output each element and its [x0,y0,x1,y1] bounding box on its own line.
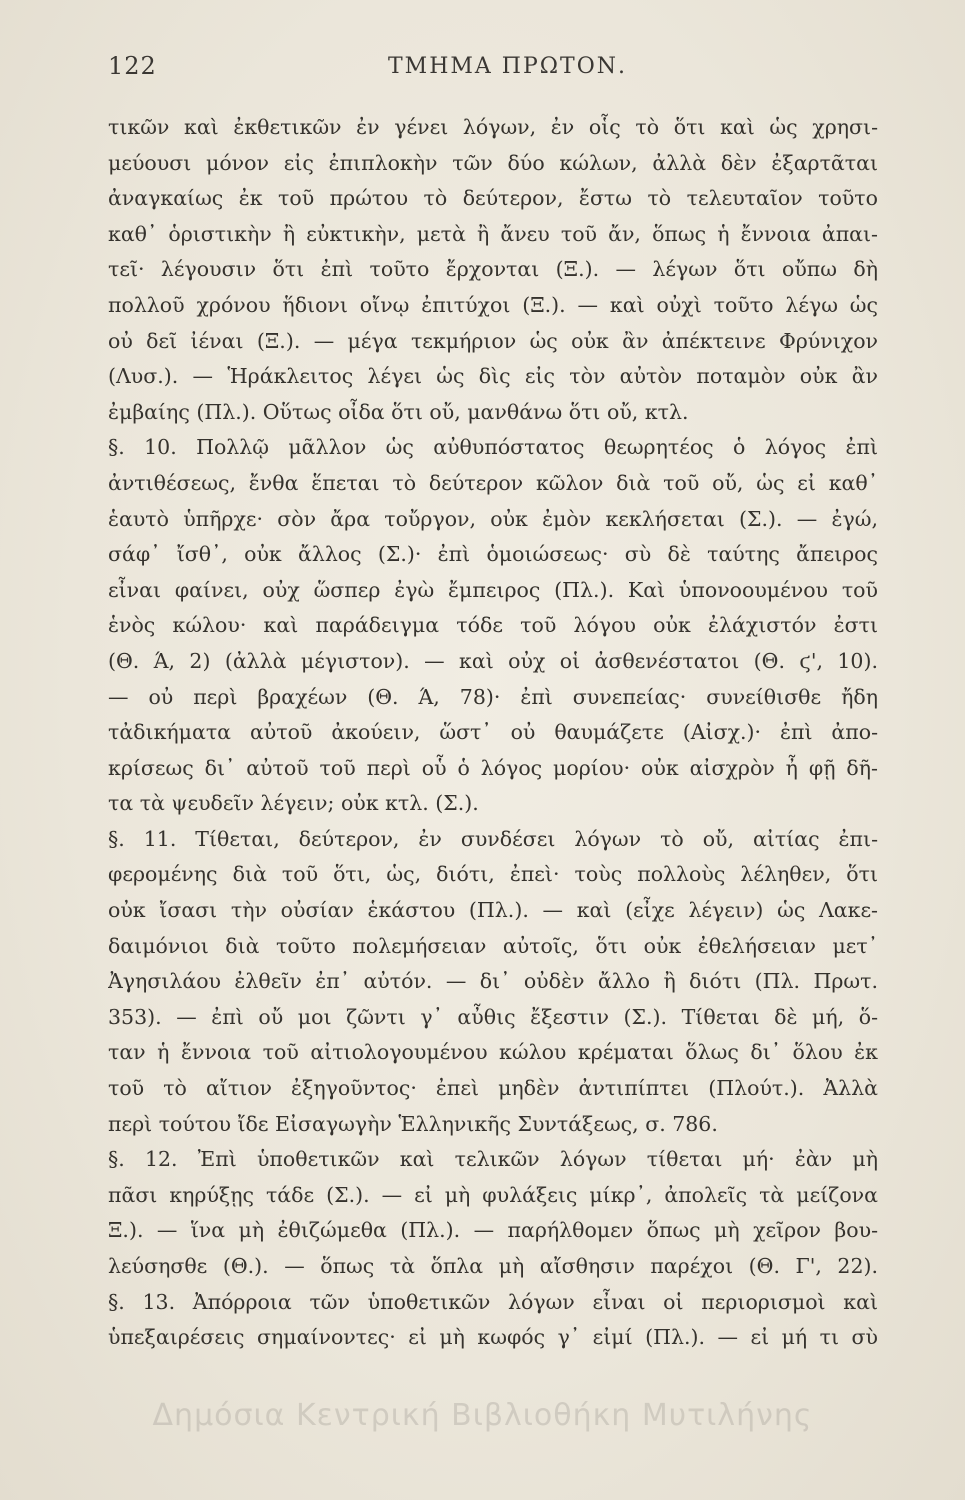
text-line: ἀναγκαίως ἐκ τοῦ πρώτου τὸ δεύτερον, ἔστω τὸ τελευταῖον τοῦτο [108,186,878,211]
text-line: τικῶν καὶ ἐκθετικῶν ἐν γένει λόγων, ἐν οἷς τὸ ὅτι καὶ ὡς χρησι- [108,115,878,139]
text-line: εἶναι φαίνει, οὐχ ὥσπερ ἐγὼ ἔμπειρος (Πλ.). Καὶ ὑπονοουμένου τοῦ [108,577,878,602]
text-line: §. 10. Πολλῷ μᾶλλον ὡς αὐθυπόστατος θεωρητέος ὁ λόγος ἐπὶ [108,435,878,460]
text-line: ὑπεξαιρέσεις σημαίνοντες· εἰ μὴ κωφός γ᾽ εἰμί (Πλ.). — εἰ μή τι σὺ [108,1325,878,1350]
text-line: μεύουσι μόνον εἰς ἐπιπλοκὴν τῶν δύο κώλων, ἀλλὰ δὲν ἐξαρτᾶται [108,150,878,175]
text-line: 353). — ἐπὶ οὔ μοι ζῶντι γ᾽ αὖθις ἔξεστιν (Σ.). Τίθεται δὲ μή, ὅ- [108,1004,878,1029]
text-line: περὶ τούτου ἴδε Εἰσαγωγὴν Ἑλληνικῆς Συντάξεως, σ. 786. [108,1111,718,1136]
text-line: (Λυσ.). — Ἡράκλειτος λέγει ὡς δὶς εἰς τὸν αὐτὸν ποταμὸν οὐκ ἂν [108,364,878,389]
text-line: §. 12. Ἐπὶ ὑποθετικῶν καὶ τελικῶν λόγων τίθεται μή· ἐὰν μὴ [108,1147,878,1172]
body-text [108,110,878,1356]
text-line: οὐκ ἴσασι τὴν οὐσίαν ἑκάστου (Πλ.). — καὶ (εἶχε λέγειν) ὡς Λακε- [108,898,878,923]
text-line: τοῦ τὸ αἴτιον ἐξηγοῦντος· ἐπεὶ μηδὲν ἀντιπίπτει (Πλούτ.). Ἀλλὰ [108,1076,878,1101]
text-line: ταν ἡ ἔννοια τοῦ αἰτιολογουμένου κώλου κρέμαται ὅλως δι᾽ ὅλου ἐκ [108,1040,878,1065]
text-line: ἐμβαίης (Πλ.). Οὕτως οἶδα ὅτι οὔ, μανθάνω ὅτι οὔ, κτλ. [108,399,689,424]
text-line: δαιμόνιοι διὰ τοῦτο πολεμήσειαν αὐτοῖς, ὅτι οὐκ ἐθελήσειαν μετ᾽ [108,933,878,958]
text-line: τἀδικήματα αὐτοῦ ἀκούειν, ὥστ᾽ οὐ θαυμάζετε (Αἰσχ.)· ἐπὶ ἀπο- [108,720,878,745]
page-header [108,52,868,92]
text-line: κρίσεως δι᾽ αὐτοῦ τοῦ περὶ οὗ ὁ λόγος μορίου· οὐκ αἰσχρὸν ἦ φῇ δῆ- [108,755,878,780]
text-line: τεῖ· λέγουσιν ὅτι ἐπὶ τοῦτο ἔρχονται (Ξ.). — λέγων ὅτι οὔπω δὴ [108,257,878,282]
text-line: ἀντιθέσεως, ἔνθα ἕπεται τὸ δεύτερον κῶλον διὰ τοῦ οὔ, ὡς εἰ καθ᾽ [108,470,878,495]
page-number: 122 [108,52,157,80]
text-line: ἑνὸς κώλου· καὶ παράδειγμα τόδε τοῦ λόγου οὐκ ἐλάχιστόν ἐστι [108,613,878,638]
text-line: τα τὰ ψευδεῖν λέγειν; οὐκ κτλ. (Σ.). [108,791,479,816]
library-watermark: Δημόσια Κεντρική Βιβλιοθήκη Μυτιλήνης [152,1398,813,1433]
text-line: Ξ.). — ἵνα μὴ ἐθιζώμεθα (Πλ.). — παρήλθομεν ὅπως μὴ χεῖρον βου- [108,1218,878,1243]
text-line: λεύσησθε (Θ.). — ὅπως τὰ ὅπλα μὴ αἴσθησιν παρέχοι (Θ. Γ', 22). [108,1254,878,1278]
text-line: καθ᾽ ὁριστικὴν ἢ εὐκτικὴν, μετὰ ἢ ἄνευ τοῦ ἄν, ὅπως ἡ ἔννοια ἀπαι- [108,221,878,246]
text-line: §. 13. Ἀπόρροια τῶν ὑποθετικῶν λόγων εἶναι οἱ περιορισμοὶ καὶ [108,1289,878,1314]
text-line: (Θ. Ά, 2) (ἀλλὰ μέγιστον). — καὶ οὐχ οἱ ἀσθενέστατοι (Θ. ϛ', 10). [108,648,878,673]
text-line: οὐ δεῖ ἰέναι (Ξ.). — μέγα τεκμήριον ὡς οὐκ ἂν ἀπέκτεινε Φρύνιχον [108,328,878,353]
text-line: πολλοῦ χρόνου ἥδιονι οἴνῳ ἐπιτύχοι (Ξ.). — καὶ οὐχὶ τοῦτο λέγω ὡς [108,292,878,317]
text-line: — οὐ περὶ βραχέων (Θ. Ά, 78)· ἐπὶ συνεπείας· συνείθισθε ἤδη [108,684,878,709]
text-line: φερομένης διὰ τοῦ ὅτι, ὡς, διότι, ἐπεὶ· τοὺς πολλοὺς λέληθεν, ὅτι [108,862,878,887]
text-line: σάφ᾽ ἴσθ᾽, οὐκ ἄλλος (Σ.)· ἐπὶ ὁμοιώσεως· σὺ δὲ ταύτης ἄπειρος [108,542,878,567]
running-head: ΤΜΗΜΑ ΠΡΩΤΟΝ. [388,54,627,79]
text-line: πᾶσι κηρύξῃς τάδε (Σ.). — εἰ μὴ φυλάξεις μίκρ᾽, ἀπολεῖς τὰ μείζονα [108,1182,878,1207]
text-line: ἑαυτὸ ὑπῆρχε· σὸν ἄρα τοὔργον, οὐκ ἐμὸν κεκλήσεται (Σ.). — ἐγώ, [108,506,878,531]
text-line: Ἀγησιλάου ἐλθεῖν ἐπ᾽ αὐτόν. — δι᾽ οὐδὲν ἄλλο ἢ διότι (Πλ. Πρωτ. [108,969,878,994]
text-line: §. 11. Τίθεται, δεύτερον, ἐν συνδέσει λόγων τὸ οὔ, αἰτίας ἐπι- [108,826,878,851]
